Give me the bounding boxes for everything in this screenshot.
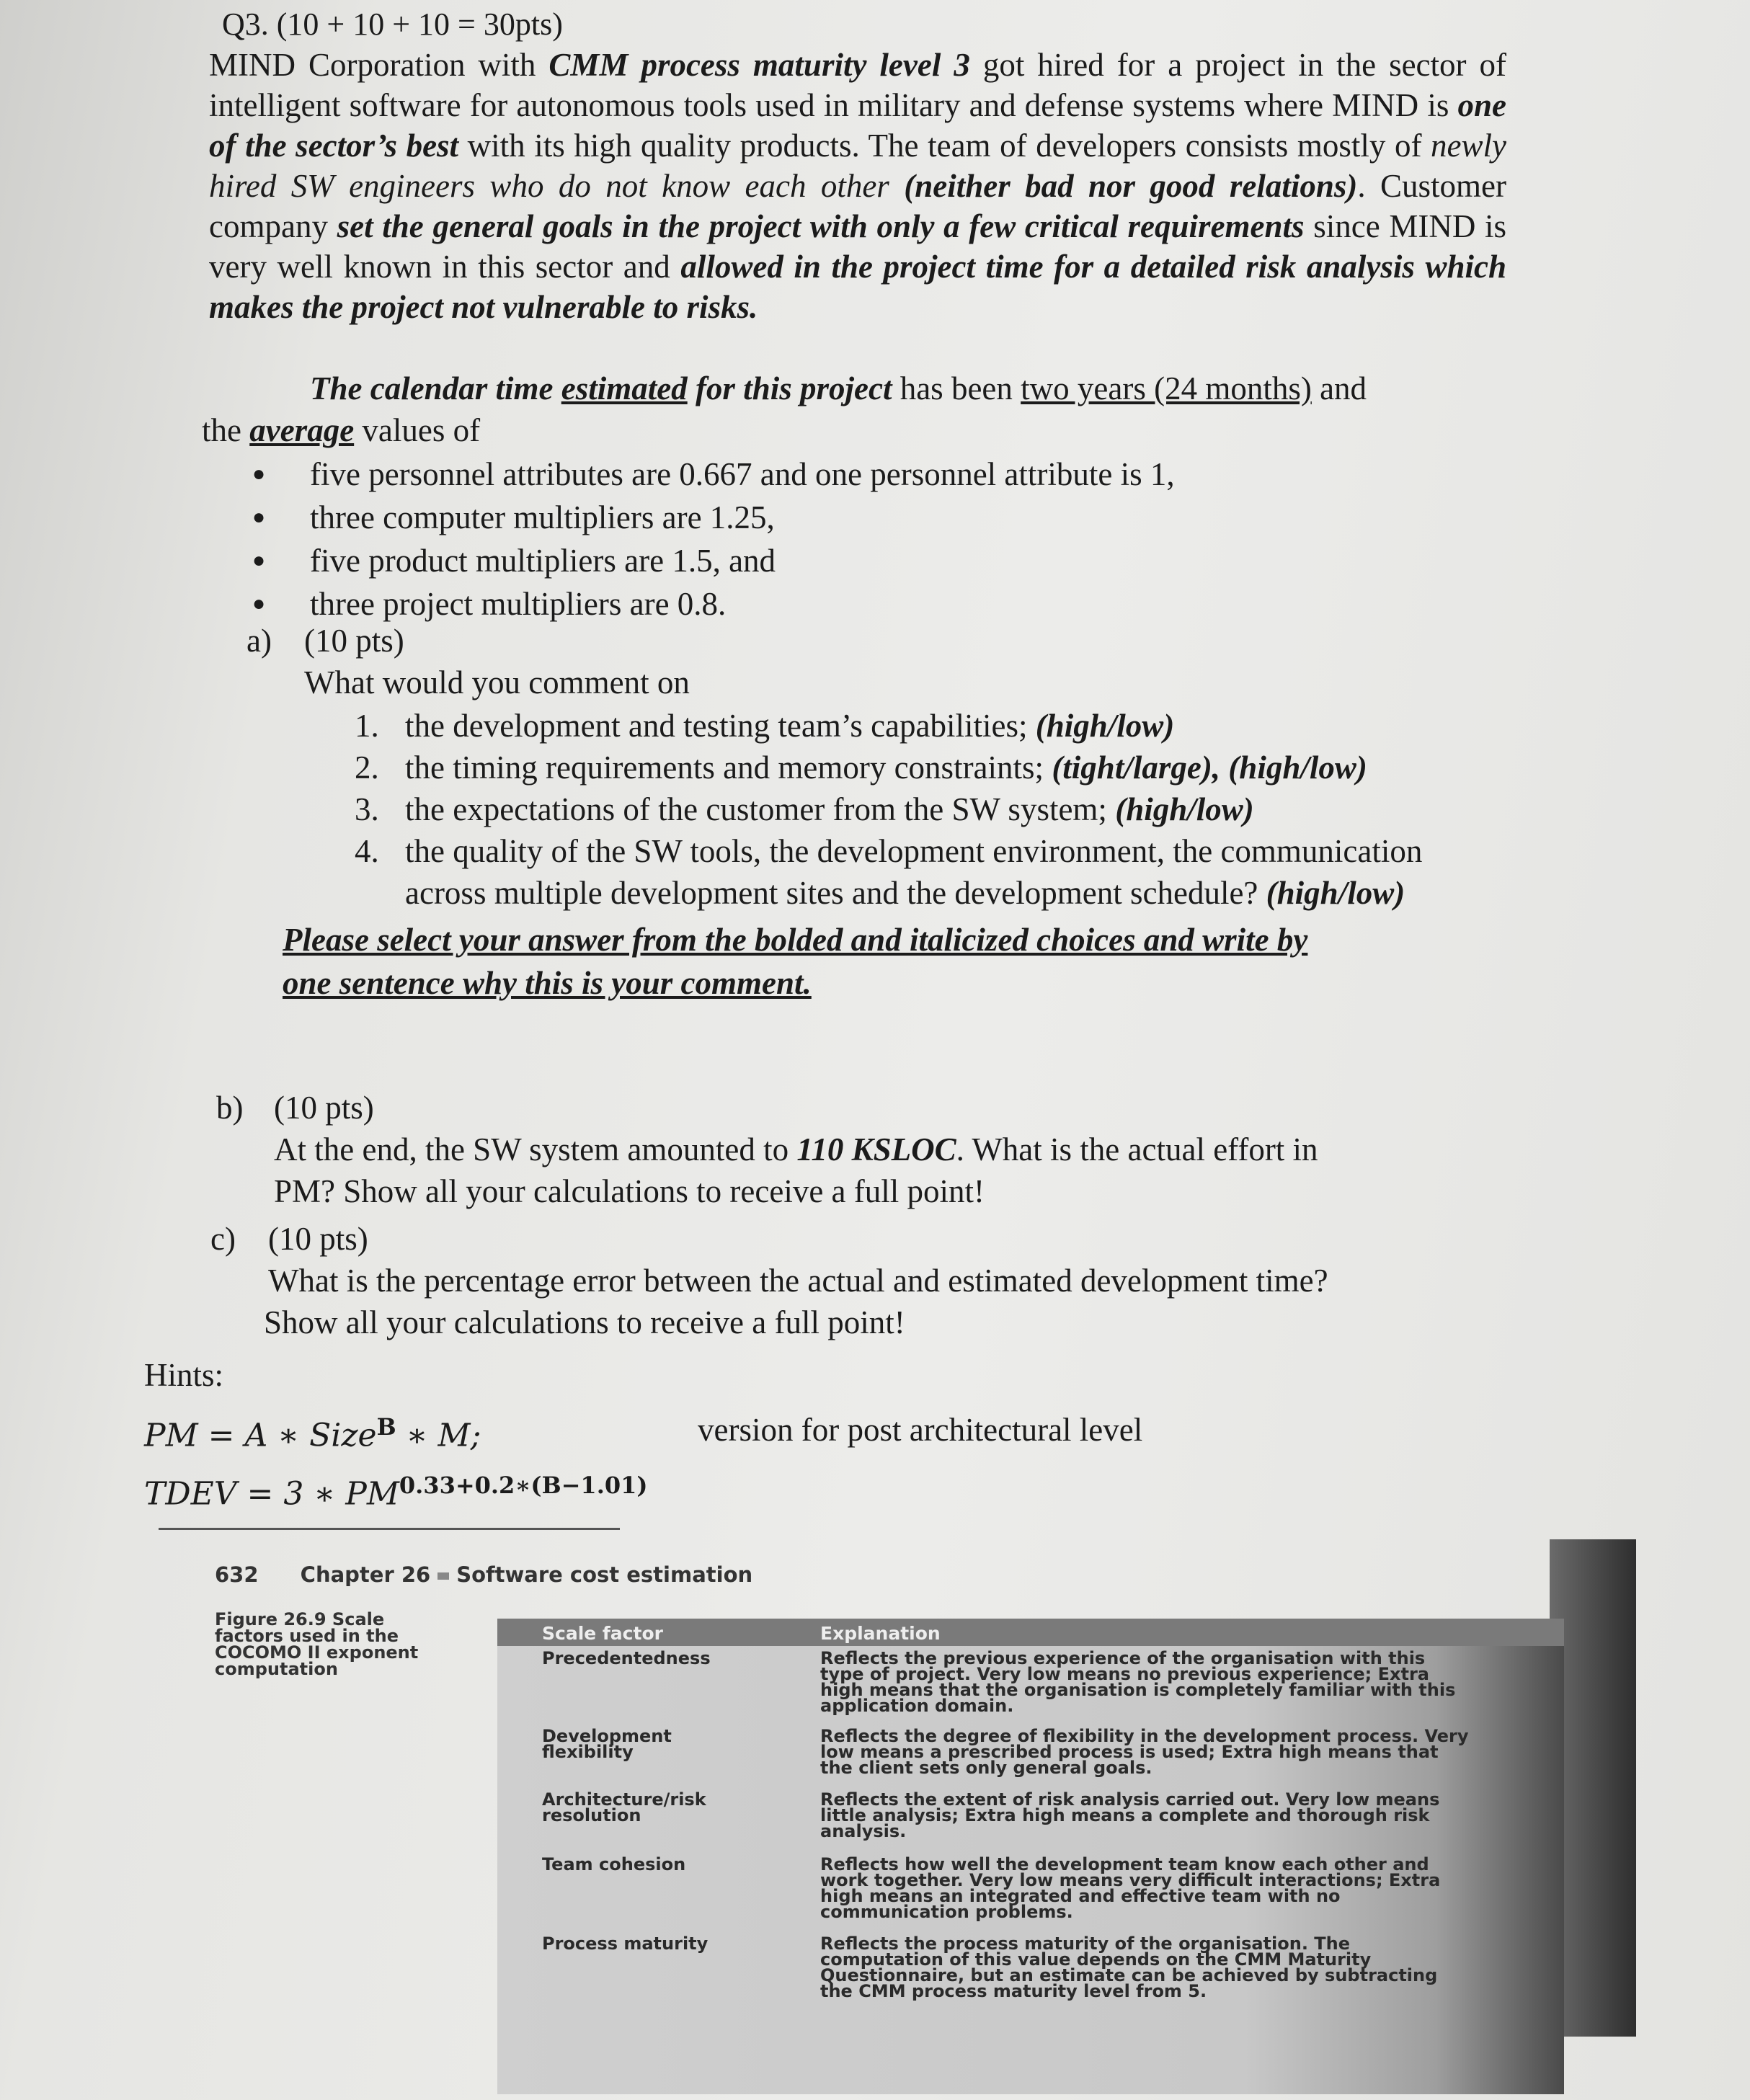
intro-text: since MIND is very well known in this sector and	[209, 208, 1507, 285]
calendar-text: for this project	[687, 370, 892, 406]
column-header-explanation: Explanation	[820, 1623, 941, 1644]
part-b-text: At the end, the SW system amounted to	[274, 1131, 797, 1167]
list-item	[355, 705, 1508, 747]
formula-text: TDEV = 3 ∗ PM	[144, 1475, 399, 1513]
intro-text: . Customer company	[209, 168, 1506, 244]
explanation-cell: Reflects the previous experience of the organisation with this type of project. Very low means no previous experience; Extra high means that the organisation is completely familiar with this application domain.	[820, 1648, 1456, 1716]
formula-exponent: 0.33+0.2∗(B−1.01)	[399, 1471, 648, 1499]
list-item: ● five personnel attributes are 0.667 and one personnel attribute is 1,	[252, 453, 1175, 496]
part-a	[246, 620, 1508, 1005]
factor-cell: Precedentedness	[542, 1648, 711, 1668]
list-item	[355, 830, 1472, 914]
list-item	[355, 747, 1508, 788]
part-c-text: Show all your calculations to receive a full point!	[264, 1304, 905, 1340]
page-number: 632	[215, 1562, 259, 1587]
item-choice: (tight/large), (high/low)	[1052, 749, 1367, 786]
item-text: the development and testing team’s capabilities;	[405, 708, 1036, 744]
intro-emphasis: CMM process maturity level 3	[548, 47, 970, 83]
explanation-cell: Reflects the process maturity of the organisation. The computation of this value depends on the CMM Maturity Questionnaire, but an estimate can be achieved by subtracting the CMM process maturity level from 5.	[820, 1934, 1438, 2001]
explanation-cell: Reflects how well the development team know each other and work together. Very low means very difficult interactions; Extra high means an integrated and effective team with no communication problems.	[820, 1854, 1441, 1922]
item-choice: (high/low)	[1035, 708, 1175, 744]
intro-text: got hired for a project in the sector of intelligent software for autonomous tools used in military and defense systems where MIND is	[209, 47, 1506, 123]
chapter-header	[215, 1562, 752, 1587]
intro-italic: newly hired SW engineers who do not know each other	[209, 128, 1506, 204]
calendar-text: values of	[354, 412, 481, 448]
hints-section	[144, 1353, 648, 1516]
intro-emphasis: one of the sector’s best	[209, 87, 1506, 164]
part-c	[210, 1218, 1529, 1343]
average-values-list	[252, 453, 1175, 626]
hints-title: Hints:	[144, 1357, 224, 1393]
intro-emphasis: set the general goals in the project with only a few critical requirements	[337, 208, 1305, 244]
textbook-excerpt	[0, 1542, 1750, 2100]
tdev-formula	[144, 1464, 648, 1516]
estimate-paragraph	[202, 368, 1499, 451]
part-c-points: (10 pts)	[268, 1221, 368, 1257]
list-item: ● three project multipliers are 0.8.	[252, 582, 1175, 626]
figure-caption: Figure 26.9 Scale factors used in the COCOMO II exponent computation	[215, 1609, 419, 1679]
part-b-text: . What is the actual effort in	[956, 1131, 1318, 1167]
item-number: 3.	[355, 791, 379, 827]
item-text: the timing requirements and memory constraints;	[405, 749, 1052, 786]
list-item: ● three computer multipliers are 1.25,	[252, 496, 1175, 539]
chapter-title: Chapter 26	[300, 1562, 431, 1587]
factor-cell: Development flexibility	[542, 1726, 672, 1762]
calendar-underlined: estimated	[561, 370, 688, 406]
calendar-text: and	[1311, 370, 1367, 406]
item-choice: (high/low)	[1115, 791, 1254, 827]
item-choice: (high/low)	[1266, 875, 1405, 911]
calendar-text: the	[202, 412, 250, 448]
part-a-prompt: What would you comment on	[304, 664, 690, 700]
item-text: the expectations of the customer from the SW system;	[405, 791, 1116, 827]
part-b	[216, 1087, 1528, 1212]
calendar-text: The calendar time	[310, 370, 561, 406]
instruction-line: Please select your answer from the bolded and italicized choices and write by	[283, 922, 1308, 958]
table-header	[497, 1619, 1564, 1646]
part-a-label: a)	[246, 623, 272, 659]
intro-emphasis: allowed in the project time for a detailed risk analysis which makes the project not vulnerable to risks.	[209, 249, 1506, 325]
square-icon	[438, 1572, 449, 1580]
part-c-label: c)	[210, 1221, 236, 1257]
part-b-emphasis: 110 KSLOC	[796, 1131, 956, 1167]
pm-formula	[144, 1405, 648, 1458]
calendar-text: has been	[892, 370, 1021, 406]
item-number: 1.	[355, 708, 379, 744]
intro-emphasis: (neither bad nor good relations)	[889, 168, 1358, 204]
intro-text: with its high quality products. The team of developers consists mostly of	[458, 128, 1431, 164]
item-number: 4.	[355, 833, 379, 869]
formula-text: ∗ M;	[396, 1417, 481, 1454]
part-c-text: What is the percentage error between the actual and estimated development time?	[268, 1263, 1328, 1299]
part-b-label: b)	[216, 1090, 244, 1126]
part-b-points: (10 pts)	[274, 1090, 374, 1126]
calendar-underlined: two years (24 months)	[1021, 370, 1312, 406]
version-note: version for post architectural level	[698, 1412, 1143, 1448]
explanation-cell: Reflects the extent of risk analysis carried out. Very low means little analysis; Extra high means a complete and thorough risk analysis.	[820, 1789, 1440, 1841]
intro-text: MIND Corporation with	[209, 47, 549, 83]
formula-text: PM = A ∗ Size	[144, 1417, 377, 1454]
calendar-underlined: average	[249, 412, 355, 448]
divider	[159, 1528, 620, 1530]
explanation-cell: Reflects the degree of flexibility in the development process. Very low means a prescribed process is used; Extra high means that the client sets only general goals.	[820, 1726, 1469, 1778]
factor-cell: Team cohesion	[542, 1854, 686, 1874]
factor-cell: Process maturity	[542, 1934, 709, 1954]
item-text: the quality of the SW tools, the development environment, the communication across multiple development sites and the development schedule?	[405, 833, 1423, 911]
list-item	[355, 788, 1508, 830]
scenario-paragraph	[209, 45, 1506, 327]
part-a-points: (10 pts)	[304, 623, 404, 659]
item-number: 2.	[355, 749, 379, 786]
part-b-text: PM? Show all your calculations to receive a full point!	[274, 1173, 985, 1209]
part-a-questions	[246, 705, 1508, 914]
instruction-line: one sentence why this is your comment.	[283, 965, 812, 1001]
section-title: Software cost estimation	[456, 1562, 753, 1587]
column-header-factor: Scale factor	[542, 1623, 663, 1644]
question-header: Q3. (10 + 10 + 10 = 30pts)	[222, 6, 563, 42]
formula-exponent: B	[376, 1413, 396, 1441]
list-item: ● five product multipliers are 1.5, and	[252, 539, 1175, 582]
factor-cell: Architecture/risk resolution	[542, 1789, 706, 1825]
scale-factor-table	[497, 1619, 1564, 2094]
